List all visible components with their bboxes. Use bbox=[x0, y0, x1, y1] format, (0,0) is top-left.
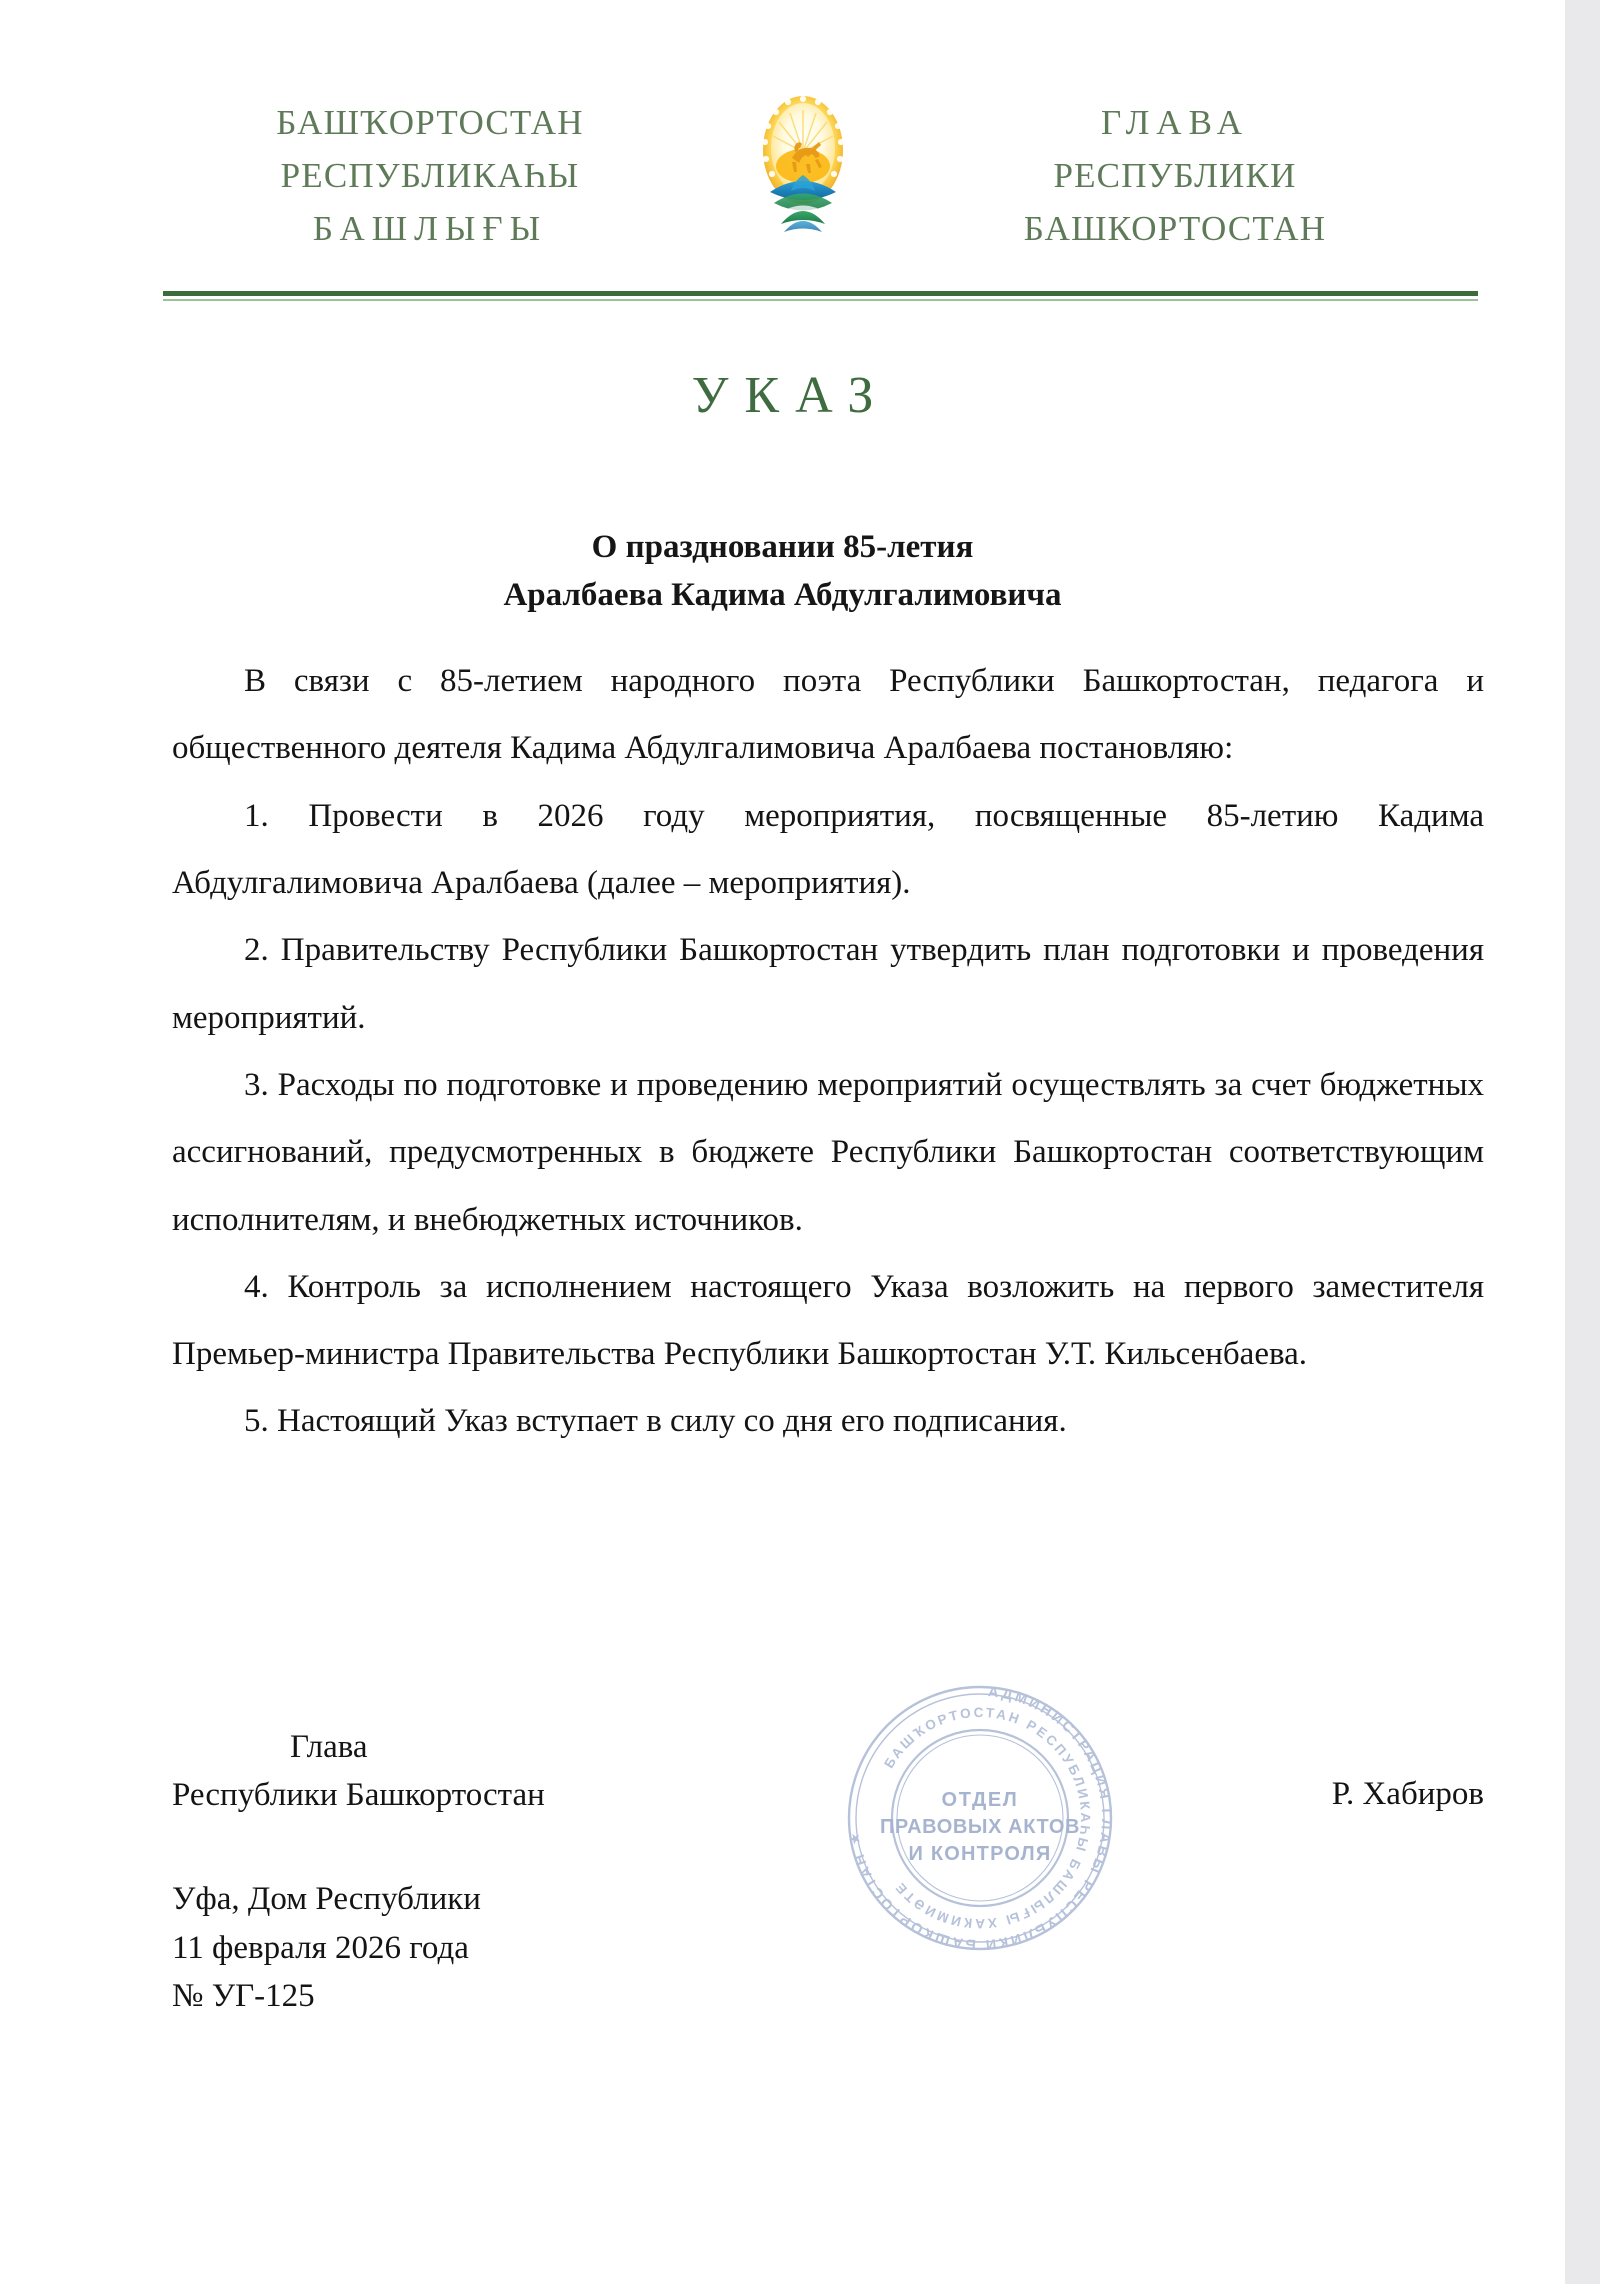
footer-place: Уфа, Дом Республики bbox=[172, 1881, 481, 1917]
signatory-title bbox=[172, 1723, 545, 1819]
document-subject bbox=[0, 524, 1565, 619]
svg-text:БАШҠОРТОСТАН РЕСПУБЛИКАҺЫ БАШЛ: БАШҠОРТОСТАН РЕСПУБЛИКАҺЫ БАШЛЫҒЫ ХАКИМИӘТЕ bbox=[881, 1704, 1094, 1932]
letterhead-bashkir bbox=[190, 96, 670, 256]
footer-date: 11 февраля 2026 года bbox=[172, 1929, 469, 1966]
header-divider-rule bbox=[163, 291, 1478, 301]
letterhead-bashkir-line2: РЕСПУБЛИКАҺЫ bbox=[280, 156, 580, 196]
letterhead-bashkir-line3: БАШЛЫҒЫ bbox=[312, 209, 548, 249]
seal-center-line1: ОТДЕЛ bbox=[941, 1789, 1019, 1811]
signatory-name: Р. Хабиров bbox=[1331, 1776, 1484, 1812]
seal-center-line2: ПРАВОВЫХ АКТОВ bbox=[879, 1816, 1081, 1838]
letterhead-bashkir-line1: БАШҠОРТОСТАН bbox=[276, 103, 584, 142]
document-footer bbox=[172, 1875, 481, 2021]
signatory-title-line2: Республики Башкортостан bbox=[172, 1777, 545, 1814]
body-preamble: В связи с 85-летием народного поэта Республики Башкортостан, педагога и общественного деятеля Кадима Абдулгалимовича Аралбаева постановляю: bbox=[172, 663, 1484, 767]
document-subject-line2: Аралбаева Кадима Абдулгалимовича bbox=[503, 576, 1062, 613]
letterhead-russian-line2: РЕСПУБЛИКИ bbox=[1053, 156, 1297, 196]
signatory-title-line1: Глава bbox=[290, 1729, 368, 1765]
signature-block bbox=[172, 1723, 1484, 1823]
divider-thin-line bbox=[163, 299, 1478, 301]
body-item-5: 5. Настоящий Указ вступает в силу со дня его подписания. bbox=[244, 1403, 1067, 1440]
letterhead bbox=[0, 96, 1565, 276]
footer-number: № УГ-125 bbox=[172, 1978, 315, 2014]
letterhead-russian-line3: БАШКОРТОСТАН bbox=[1023, 209, 1327, 249]
document-type-title: УКАЗ bbox=[691, 367, 890, 424]
letterhead-russian-line1: ГЛАВА bbox=[1100, 103, 1250, 142]
body-item-3: 3. Расходы по подготовке и проведению мероприятий осуществлять за счет бюджетных ассигнований, предусмотренных в бюджете Республики Башкортостан соответствующим исполнителям, и внебюджетных источников. bbox=[172, 1066, 1484, 1238]
body-item-2: 2. Правительству Республики Башкортостан утвердить план подготовки и проведения мероприятий. bbox=[172, 932, 1484, 1036]
coat-of-arms-emblem-icon bbox=[748, 74, 858, 249]
seal-center-line3: И КОНТРОЛЯ bbox=[908, 1843, 1052, 1865]
document-subject-line1: О праздновании 85-летия bbox=[591, 529, 974, 565]
body-item-4: 4. Контроль за исполнением настоящего Указа возложить на первого заместителя Премьер-министра Правительства Республики Башкортостан У.Т. Кильсенбаева. bbox=[172, 1268, 1484, 1373]
svg-text:АДМИНИСТРАЦИЯ ГЛАВЫ РЕСПУБЛИКИ: АДМИНИСТРАЦИЯ ГЛАВЫ РЕСПУБЛИКИ БАШКОРТОСТАН ★ bbox=[846, 1684, 1115, 1953]
letterhead-russian bbox=[935, 96, 1415, 256]
body-item-1: 1. Провести в 2026 году мероприятия, посвященные 85-летию Кадима Абдулгалимовича Аралбаева (далее – мероприятия). bbox=[172, 797, 1484, 901]
document-body bbox=[172, 648, 1484, 1456]
page-right-gutter bbox=[1565, 0, 1600, 2284]
